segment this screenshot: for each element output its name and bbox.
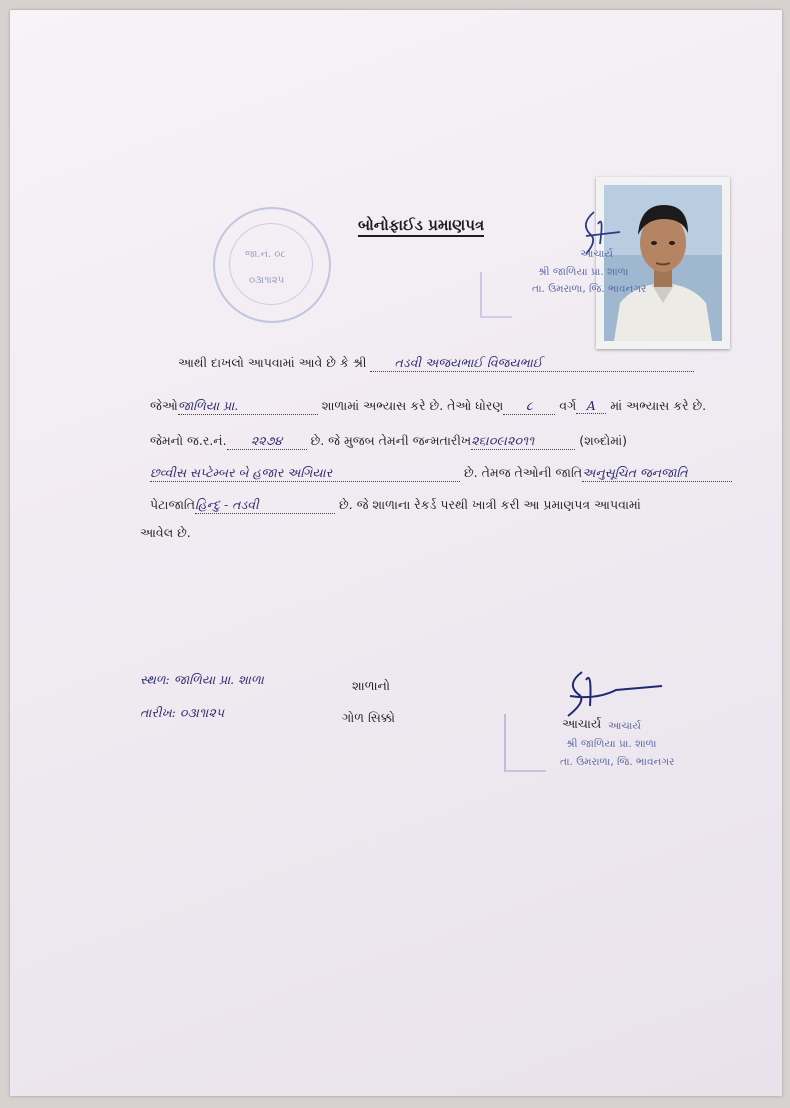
student-name: તડવી અજયભાઈ વિજયભાઈ: [370, 355, 694, 372]
birth-date-in-words: છવ્વીસ સપ્ટેમ્બર બે હજાર અગિયાર: [150, 465, 460, 482]
standard-value: ૮: [503, 398, 555, 415]
photo-seal-place: તા. ઉમરાળા, જિ. ભાવનગર: [532, 283, 647, 295]
line-4-mid: છે. તેમજ તેઓની જાતિ: [463, 465, 583, 480]
division-value: A: [576, 398, 606, 414]
line-2-prefix: જેઓ: [150, 398, 178, 413]
line-3-prefix: જેમનો જ.ર.નં.: [150, 433, 227, 448]
round-stamp: [213, 207, 331, 323]
line-2-mid: શાળામાં અભ્યાસ કરે છે. તેઓ ધોરણ: [321, 398, 504, 413]
bottom-seal-border: [504, 714, 546, 772]
bottom-seal-school: શ્રી જાળિયા પ્રા. શાળા: [566, 738, 657, 750]
photo-seal-title: આચાર્ય: [580, 248, 613, 260]
seal-border: [480, 272, 512, 318]
bottom-seal-place: તા. ઉમરાળા, જિ. ભાવનગર: [560, 756, 675, 768]
sub-caste-value: હિન્દુ - તડવી: [195, 497, 335, 514]
line-1-prefix: આથી દાખલો આપવામાં આવે છે કે શ્રી: [178, 355, 367, 370]
page-title: બોનોફાઈડ પ્રમાણપત્ર: [358, 216, 484, 237]
line-6: આવેલ છે.: [140, 525, 191, 540]
school-name: જાળિયા પ્રા.: [178, 398, 318, 415]
photo-seal-school: શ્રી જાળિયા પ્રા. શાળા: [538, 266, 629, 278]
line-2: [150, 398, 706, 415]
line-5: [150, 497, 641, 514]
class-label: વર્ગ: [559, 398, 577, 413]
register-number: ૨૨૭૪: [227, 433, 307, 450]
line-5-suffix: છે. જે શાળાના રેકર્ડ પરથી ખાત્રી કરી આ પ્રમાણપત્ર આપવામાં: [339, 497, 641, 512]
seal-label-line-1: શાળાનો: [352, 678, 390, 693]
line-3-suffix: (શબ્દોમાં): [579, 433, 628, 448]
line-3: [150, 433, 627, 450]
round-stamp-number: જા.નં. ૦૮: [245, 249, 286, 260]
seal-label-line-2: ગોળ સિક્કો: [342, 710, 396, 725]
signature-label: આચાર્ય: [562, 716, 602, 731]
round-stamp-date: ૦૩।૧।૨૫: [249, 275, 285, 286]
line-2-suffix: માં અભ્યાસ કરે છે.: [610, 398, 707, 413]
certificate-page: [10, 10, 782, 1096]
bottom-seal-title: આચાર્ય: [608, 720, 641, 732]
line-3-mid: છે. જે મુજબ તેમની જન્મતારીખ: [310, 433, 472, 448]
birth-date: ૨૬।૦૯।૨૦૧૧: [471, 433, 575, 450]
date-field: તારીખ: ૦૩।૧।૨૫: [140, 705, 225, 720]
caste-value: અનુસૂચિત જનજાતિ: [582, 465, 732, 482]
line-1: [178, 355, 694, 372]
place-field: સ્થળ: જાળિયા પ્રા. શાળા: [140, 672, 264, 687]
line-5-prefix: પેટાજાતિ: [150, 497, 196, 512]
line-4: [150, 465, 732, 482]
